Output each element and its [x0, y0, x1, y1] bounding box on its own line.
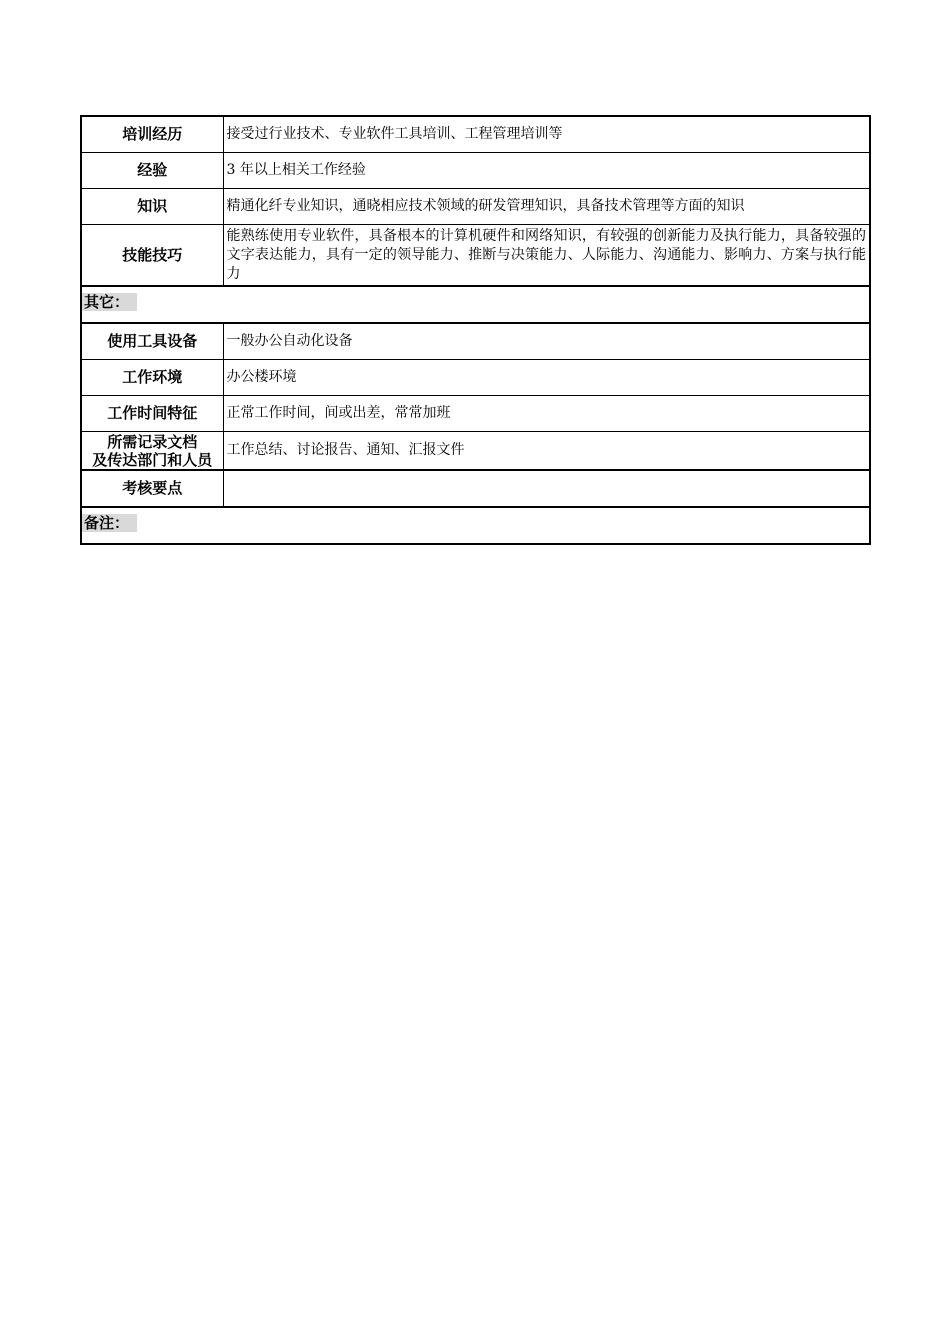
- row-label-training: 培训经历: [81, 116, 223, 153]
- row-value-experience: 3 年以上相关工作经验: [223, 153, 870, 189]
- job-description-table: [80, 115, 871, 545]
- section-wrap-other: [82, 287, 869, 322]
- row-label-documents-line1: 所需记录文档: [107, 432, 198, 451]
- row-label-knowledge: 知识: [81, 189, 223, 225]
- row-value-work-time: 正常工作时间，间或出差，常常加班: [223, 396, 870, 432]
- section-cell-other: [81, 286, 870, 323]
- table-row-tools: [81, 323, 870, 360]
- row-label-review: 考核要点: [81, 470, 223, 507]
- table-row-experience: [81, 153, 870, 189]
- row-label-documents-line2: 及传达部门和人员: [92, 450, 213, 469]
- table-row-knowledge: [81, 189, 870, 225]
- table-row-documents: [81, 432, 870, 471]
- row-value-tools: 一般办公自动化设备: [223, 323, 870, 360]
- row-value-environment: 办公楼环境: [223, 360, 870, 396]
- section-cell-remarks: [81, 507, 870, 544]
- row-value-documents: 工作总结、讨论报告、通知、汇报文件: [223, 432, 870, 471]
- row-value-skills: 能熟练使用专业软件，具备根本的计算机硬件和网络知识，有较强的创新能力及执行能力，具备较强的文字表达能力，具有一定的领导能力、推断与决策能力、人际能力、沟通能力、影响力、方案与执行能力: [223, 225, 870, 287]
- row-value-knowledge: 精通化纤专业知识，通晓相应技术领域的研发管理知识，具备技术管理等方面的知识: [223, 189, 870, 225]
- section-title-other: 其它：: [82, 293, 137, 311]
- section-row-other: [81, 286, 870, 323]
- table-row-work-time: [81, 396, 870, 432]
- row-label-experience: 经验: [81, 153, 223, 189]
- table-row-training: [81, 116, 870, 153]
- table-row-skills: [81, 225, 870, 287]
- section-row-remarks: [81, 507, 870, 544]
- table-row-environment: [81, 360, 870, 396]
- table-row-review: [81, 470, 870, 507]
- row-label-tools: 使用工具设备: [81, 323, 223, 360]
- row-label-documents: [81, 432, 223, 471]
- row-label-environment: 工作环境: [81, 360, 223, 396]
- row-value-review: [223, 470, 870, 507]
- row-label-skills: 技能技巧: [81, 225, 223, 287]
- section-title-remarks: 备注：: [82, 514, 137, 532]
- row-value-training: 接受过行业技术、专业软件工具培训、工程管理培训等: [223, 116, 870, 153]
- row-label-work-time: 工作时间特征: [81, 396, 223, 432]
- section-wrap-remarks: [82, 508, 869, 543]
